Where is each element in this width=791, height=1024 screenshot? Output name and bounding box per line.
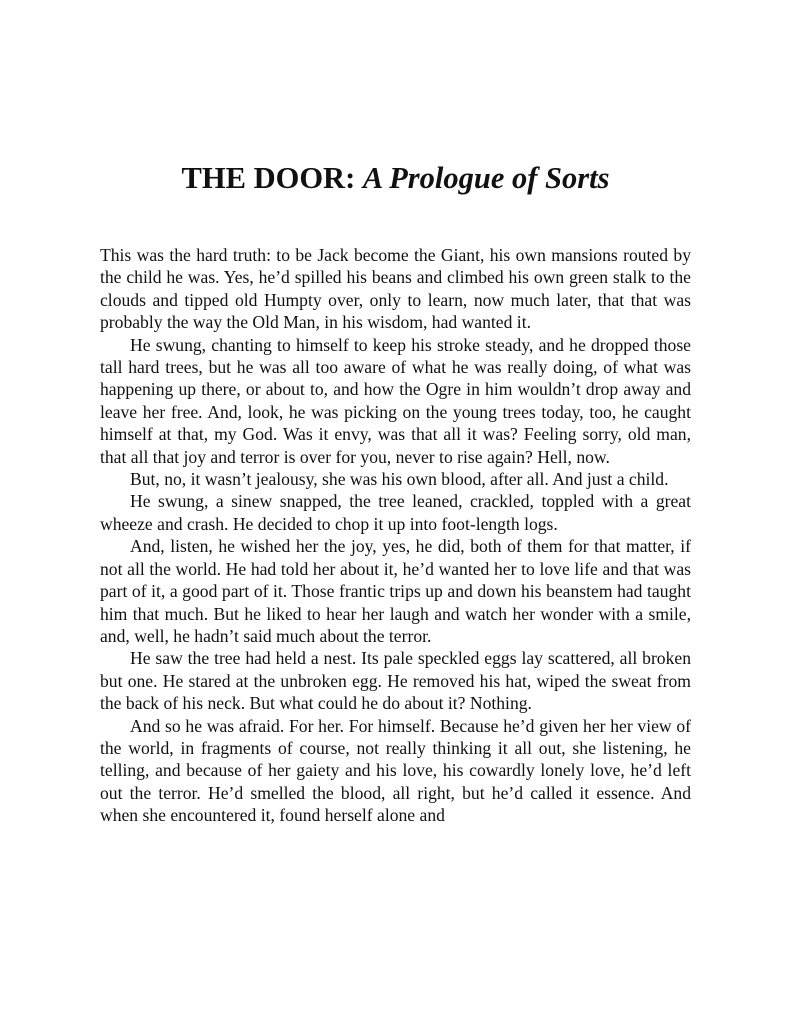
paragraph-6: He saw the tree had held a nest. Its pale speckled eggs lay scattered, all broken but one. He stared at the unbroken egg. He removed his hat, wiped the sweat from the back of his neck. But what could he do about it? Nothing. <box>100 648 691 714</box>
chapter-subtitle: A Prologue of Sorts <box>362 161 610 195</box>
paragraph-4: He swung, a sinew snapped, the tree leaned, crackled, toppled with a great wheeze and crash. He decided to chop it up into foot-length logs. <box>100 491 691 534</box>
chapter-body <box>100 244 691 827</box>
chapter-title <box>0 158 791 198</box>
paragraph-7: And so he was afraid. For her. For himself. Because he’d given her her view of the world, in fragments of course, not really thinking it all out, she listening, he telling, and because of her gaiety and his love, his cowardly lonely love, he’d left out the terror. He’d smelled the blood, all right, but he’d called it essence. And when she encountered it, found herself alone and <box>100 715 691 826</box>
paragraph-5: And, listen, he wished her the joy, yes, he did, both of them for that matter, if not all the world. He had told her about it, he’d wanted her to love life and that was part of it, a good part of it. Those frantic trips up and down his beanstem had taught him that much. But he liked to hear her laugh and watch her wonder with a smile, and, well, he hadn’t said much about the terror. <box>100 536 691 646</box>
chapter-title-main: THE DOOR: <box>181 161 356 195</box>
paragraph-3: But, no, it wasn’t jealousy, she was his own blood, after all. And just a child. <box>130 469 669 490</box>
paragraph-1: This was the hard truth: to be Jack become the Giant, his own mansions routed by the child he was. Yes, he’d spilled his beans and climbed his own green stalk to the clouds and tipped old Humpty over, only to learn, now much later, that that was probably the way the Old Man, in his wisdom, had wanted it. <box>100 245 691 333</box>
paragraph-2: He swung, chanting to himself to keep his stroke steady, and he dropped those tall hard trees, but he was all too aware of what he was really doing, of what was happening up there, or about to, and how the Ogre in him wouldn’t drop away and leave her free. And, look, he was picking on the young trees today, too, he caught himself at that, my God. Was it envy, was that all it was? Feeling sorry, old man, that all that joy and terror is over for you, never to rise again? Hell, now. <box>100 334 691 467</box>
